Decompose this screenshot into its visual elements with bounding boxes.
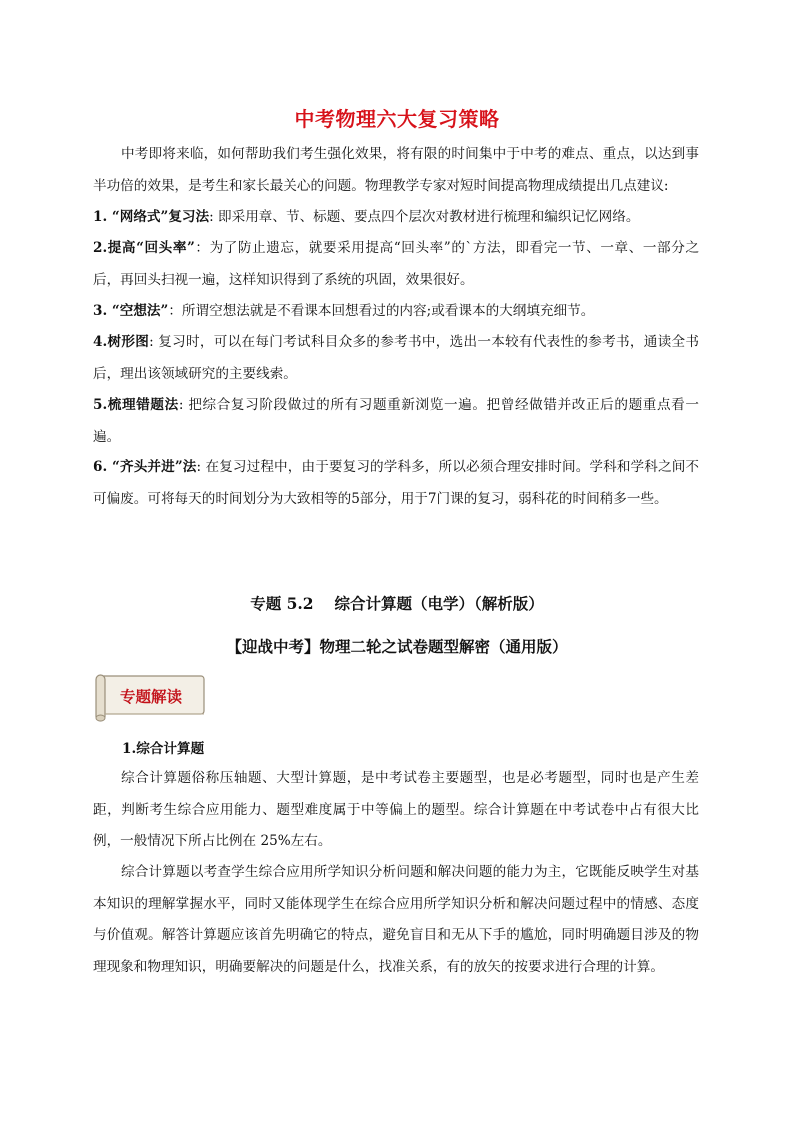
strategy-5-body: : 把综合复习阶段做过的所有习题重新浏览一遍。把曾经做错并改正后的题重点看一遍。	[93, 397, 699, 445]
section-paragraph-2: 综合计算题以考查学生综合应用所学知识分析问题和解决问题的能力为主，它既能反映学生对基本知识的理解掌握水平，同时又能体现学生在综合应用所学知识分析和解决问题过程中的情感、态度与价值观。解答计算题应该首先明确它的特点，避免盲目和无从下手的尴尬，同时明确题目涉及的物理现象和物理知识，明确要解决的问题是什么，找准关系，有的放矢的按要求进行合理的计算。	[93, 864, 699, 975]
strategy-4	[93, 327, 699, 390]
strategy-2-body: ：为了防止遗忘，就要采用提高“回头率”的`方法，即看完一节、一章、一部分之后，再回头扫视一遍，这样知识得到了系统的巩固，效果很好。	[93, 240, 699, 288]
strategy-5-head: 5.梳理错题法	[93, 397, 179, 413]
strategy-4-head: 4.树形图	[93, 334, 150, 350]
topic-title: 专题 5.2 综合计算题（电学）（解析版）	[250, 594, 544, 613]
strategy-6-head: 6. “齐头并进”法	[93, 459, 197, 475]
strategy-4-body: : 复习时，可以在每门考试科目众多的参考书中，选出一本较有代表性的参考书，通读全书后，理出该领域研究的主要线索。	[93, 334, 699, 382]
strategy-6	[93, 452, 699, 515]
strategy-6-body: : 在复习过程中，由于要复习的学科多，所以必须合理安排时间。学科和学科之间不可偏废。可将每天的时间划分为大致相等的5部分，用于7门课的复习，弱科花的时间稍多一些。	[93, 459, 700, 507]
topic-banner	[93, 673, 209, 723]
banner-label: 专题解读	[119, 688, 182, 706]
strategy-2-head: 2.提高“回头率”	[93, 240, 195, 256]
series-title: 【迎战中考】物理二轮之试卷题型解密（通用版）	[226, 637, 568, 656]
strategy-5	[93, 390, 699, 453]
strategy-1-body: : 即采用章、节、标题、要点四个层次对教材进行梳理和编织记忆网络。	[209, 209, 640, 225]
section-paragraph-1: 综合计算题俗称压轴题、大型计算题，是中考试卷主要题型，也是必考题型，同时也是产生差距，判断考生综合应用能力、题型难度属于中等偏上的题型。综合计算题在中考试卷中占有很大比例，一般情况下所占比例在 25%左右。	[93, 770, 699, 849]
strategy-1	[93, 202, 699, 234]
page-title: 中考物理六大复习策略	[294, 107, 500, 131]
strategy-3-head: 3. “空想法”	[93, 303, 169, 319]
strategy-3	[93, 296, 699, 328]
strategy-1-head: 1. “网络式”复习法	[93, 209, 210, 225]
intro-paragraph: 中考即将来临，如何帮助我们考生强化效果，将有限的时间集中于中考的难点、重点，以达到事半功倍的效果，是考生和家长最关心的问题。物理教学专家对短时间提高物理成绩提出几点建议:	[93, 146, 699, 194]
section-heading: 1.综合计算题	[122, 741, 205, 757]
strategy-2	[93, 233, 699, 296]
strategy-3-body: ：所谓空想法就是不看课本回想看过的内容;或看课本的大纲填充细节。	[168, 303, 595, 319]
